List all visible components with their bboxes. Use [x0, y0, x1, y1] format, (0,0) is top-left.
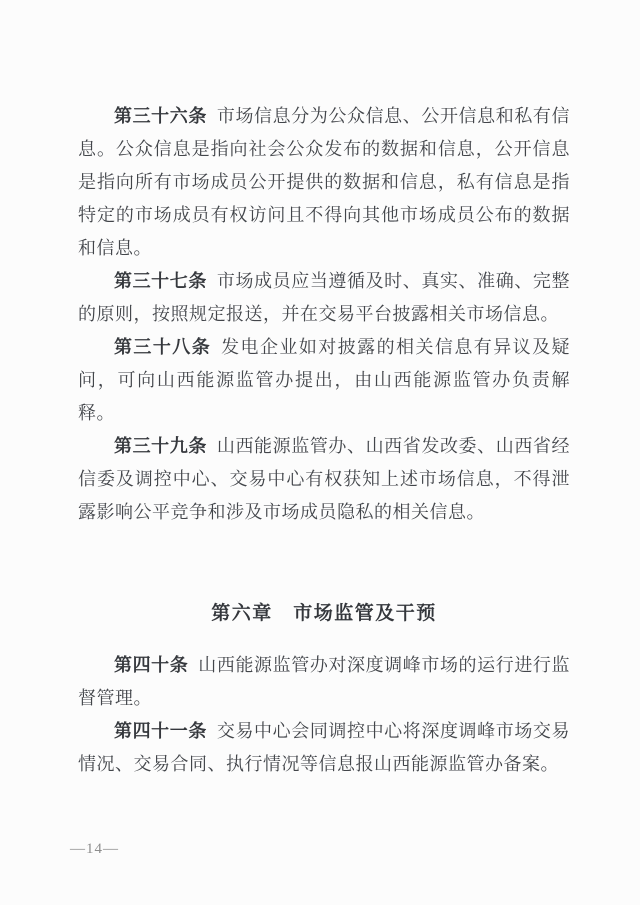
- article-41-paragraph: [78, 715, 570, 781]
- article-41-number: 第四十一条: [114, 721, 207, 741]
- article-41-text: 交易中心会同调控中心将深度调峰市场交易情况、交易合同、执行情况等信息报山西能源监管办备案。: [78, 721, 571, 774]
- article-40-text: 山西能源监管办对深度调峰市场的运行进行监督管理。: [78, 655, 571, 708]
- article-36-text: 市场信息分为公众信息、公开信息和私有信息。公众信息是指向社会公众发布的数据和信息，公开信息是指向所有市场成员公开提供的数据和信息，私有信息是指特定的市场成员有权访问且不得向其他市场成员公布的数据和信息。: [78, 106, 571, 258]
- chapter-heading: 第六章 市场监管及干预: [211, 603, 437, 624]
- article-36-number: 第三十六条: [114, 106, 207, 126]
- article-38-number: 第三十八条: [114, 337, 212, 357]
- article-37-text: 市场成员应当遵循及时、真实、准确、完整的原则，按照规定报送，并在交易平台披露相关市场信息。: [78, 271, 571, 324]
- article-37-paragraph: [78, 265, 570, 331]
- article-37-number: 第三十七条: [114, 271, 207, 291]
- article-40-paragraph: [78, 649, 570, 715]
- article-39-text: 山西能源监管办、山西省发改委、山西省经信委及调控中心、交易中心有权获知上述市场信息，不得泄露影响公平竞争和涉及市场成员隐私的相关信息。: [78, 436, 571, 522]
- article-36-paragraph: [78, 100, 570, 265]
- article-39-paragraph: [78, 430, 570, 529]
- page-number: —14—: [70, 841, 119, 857]
- article-38-paragraph: [78, 331, 570, 430]
- article-40-number: 第四十条: [114, 655, 189, 675]
- article-38-text: 发电企业如对披露的相关信息有异议及疑问，可向山西能源监管办提出，由山西能源监管办负责解释。: [78, 337, 571, 423]
- article-39-number: 第三十九条: [114, 436, 207, 456]
